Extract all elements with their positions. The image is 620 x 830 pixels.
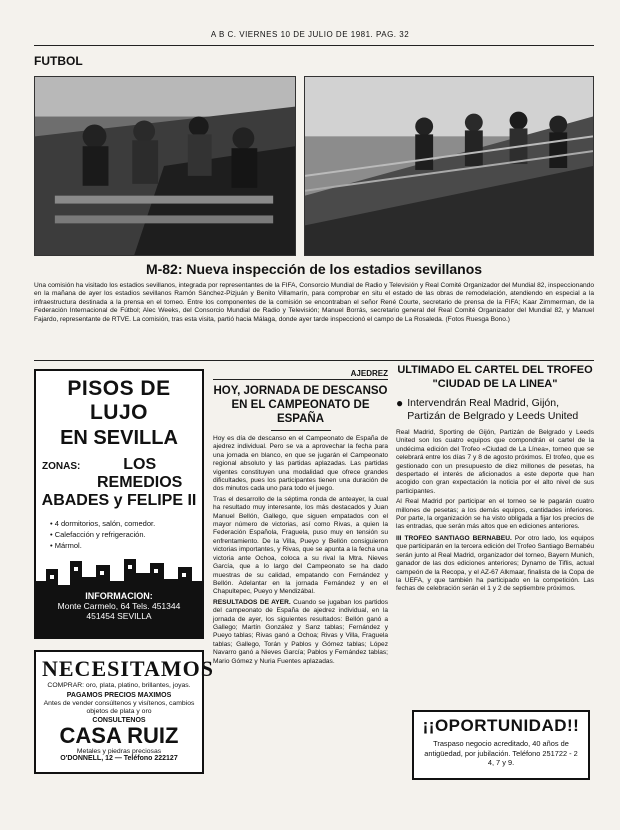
ad-pisos-info-title: INFORMACION: xyxy=(85,591,153,601)
section-rule xyxy=(34,360,594,361)
photo-caption: Una comisión ha visitado los estadios sevillanos, integrada por representantes de la FIFA, Consorcio Mundial de Radio y Televisión y Real Comité Organizador del Mundial 82, inspeccionando en la mañana de ayer los estadios sevillanos Ramón Sánchez-Pizjuán y Benito Villamarín, para comprobar en situ el estado de las obras de remodelación, atendiendo en especial a la infraestructura destinada a la prensa en el torneo. Entre los componentes de la comisión se encontraban el señor René Courte, secretario de prensa de la FIFA; Kaar Zimmerman, de la Federación Internacional de Fútbol; Alec Weeks, del Consorcio Mundial de Radio y Televisión; Manuel Borrás, secretario general del Real Comité Organizador del Mundial 82, y Manuel Fajardo, representante de RTVE. La comisión, tras esta visita, partió hacia Málaga, donde ayer tarde inspeccionó el campo de La Rosaleda. (Fotos Ruesga Bono.) xyxy=(34,282,594,323)
ad-pisos-address: Monte Carmelo, 64 Tels. 451344 xyxy=(57,601,181,611)
cartel-subsection: III TROFEO SANTIAGO BERNABEU. xyxy=(396,534,512,542)
ajedrez-short-rule xyxy=(271,430,331,431)
cartel-headline-2: "CIUDAD DE LA LINEA" xyxy=(432,378,558,390)
ad-pisos-zone-2: ABADES y FELIPE II xyxy=(41,492,197,509)
ad-necesitamos-line: COMPRAR: oro, plata, platino, brillantes, joyas. xyxy=(47,682,191,689)
cartel-body-2: Al Real Madrid por participar en el torneo se le pagarán cuatro millones de pesetas; a los demás equipos, cantidades inferiores. Por parte, la organización se ha visto obligada a fijar los precios de las entradas, que serán más altos que en ediciones anteriores. xyxy=(396,498,594,531)
ajedrez-results-body: Cuando se jugaban los partidos del campeonato de España de ajedrez individual, en la jornada de ayer, los siguientes resultados: Bellón ganó a Gallego; Martín González y Sanz tablas; Fernández y Pueyo tablas; Rivas ganó a Ochoa; Rivas y Villa, Fraguela tablas; Gallego, Torán y Pablos y Gómez tablas; López Navarro ganó a Nieves García; Pablos y Fernández tablas; Mario Gómez y Nuria Fuentes aplazadas. xyxy=(213,598,388,665)
ad-necesitamos-footer-2: O'DONNELL, 12 — Teléfono 222127 xyxy=(60,754,178,762)
ad-pisos-feature: • Mármol. xyxy=(50,541,82,550)
ad-pisos-skyline xyxy=(36,551,202,637)
ad-pisos-feature: • 4 dormitorios, salón, comedor. xyxy=(50,519,156,528)
ad-pisos-de-lujo xyxy=(34,369,204,639)
photo-headline: M-82: Nueva inspección de los estadios sevillanos xyxy=(145,261,483,277)
cartel-headline-1: ULTIMADO EL CARTEL DEL TROFEO xyxy=(397,364,593,376)
ajedrez-article xyxy=(213,369,388,666)
cartel-subhead-block xyxy=(396,397,594,423)
ajedrez-results xyxy=(213,599,388,666)
ad-necesitamos-line: PAGAMOS PRECIOS MAXIMOS xyxy=(66,691,172,699)
ad-necesitamos xyxy=(34,650,214,774)
stadium-photo-right xyxy=(304,76,594,256)
cartel-body-3: Por otro lado, los equipos que participarán en la tercera edición del Trofeo Santiago Bernabéu serán junto al Real Madrid, organizador del torneo, Bayern Munich, ganador de las dos ediciones anteriores; Dynamo de Tiflis, actual campeón de la Recopa, y el AZ-67 Alkmaar, finalista de la Copa de la UEFA, y que también ha participado en la competición. Las fechas de celebración serán el 1 y 2 de septiembre próximos. xyxy=(396,534,594,593)
ad-necesitamos-line: Antes de vender consúltenos y visítenos, cambios objetos de plata y oro xyxy=(43,699,195,716)
ad-oportunidad-title: ¡¡OPORTUNIDAD!! xyxy=(422,716,580,735)
ajedrez-results-title: RESULTADOS DE AYER. xyxy=(213,598,291,606)
ajedrez-section-label: AJEDREZ xyxy=(350,369,388,378)
ad-pisos-line1: PISOS DE LUJO xyxy=(67,377,171,424)
ad-pisos-zones-label: ZONAS: xyxy=(42,461,81,472)
ad-oportunidad-body: Traspaso negocio acreditado, 40 años de antigüedad, por jubilación. Teléfono 251722 - 2 4, 7 y 9. xyxy=(424,739,578,767)
ad-oportunidad xyxy=(412,710,590,780)
ajedrez-headline: HOY, JORNADA DE DESCANSO EN EL CAMPEONATO DE ESPAÑA xyxy=(213,385,388,425)
cartel-article xyxy=(396,363,594,594)
ajedrez-body-1: Hoy es día de descanso en el Campeonato de España de ajedrez individual. Pero se va a aprovechar la fecha para una jornada en blanco, en que se jugarán el Campeonato regional absoluto y las partidas aplazadas. Las partidas vigentes constituyen una modalidad que ofrece grandes dificultades, pues los participantes tienen una duración de dos minutos cada uno para todo el juego. xyxy=(213,435,388,493)
ad-pisos-feature: • Calefacción y refrigeración. xyxy=(50,530,146,539)
stadium-photo-left xyxy=(34,76,296,256)
ad-pisos-zone-1: LOS REMEDIOS xyxy=(97,456,183,491)
header-rule xyxy=(34,45,594,46)
ad-necesitamos-sub: CONSULTENOS xyxy=(92,716,146,724)
section-label: FUTBOL xyxy=(34,54,83,68)
cartel-body-1: Real Madrid, Sporting de Gijón, Partizán de Belgrado y Leeds United son los cuatro equipos que compondrán el cartel de la undécima edición del Trofeo «Ciudad de La Línea», torneo que se celebrará entre los días 7 y 8 de agosto próximos. El trofeo, que es gestionado con un presupuesto de diez millones de pesetas, ha despertado el interés de aficionados a este deporte que han acogido con gran expectación la noticia por el alto nivel de sus participantes. xyxy=(396,429,594,495)
ad-pisos-phone: 451454 SEVILLA xyxy=(86,611,152,621)
ad-necesitamos-title: NECESITAMOS xyxy=(42,656,214,681)
ajedrez-body-2: Tras el desarrollo de la séptima ronda de anteayer, la cual ha resultado muy interesante, los más destacados y Juan Manuel Bellón, Gallego, que siguen empatados con el mayor número de victorias, así como Rivas, a quien la Federación Española, Fraguela, puso muy en tensión su enfrentamiento. De la Villa, Pueyo y Bellón consiguieron victorias importantes, y Rivas, que se apunta a la fecha una victoria ante Ochoa, coloca a su rival la Mtra. Nieves García, que a lo largo del Campeonato se ha dado muestras de su calidad, empatando con Fernández y Bellón. Adelantar en la jornada Fernández y en el Chapultepec, Pueyo y Mendizábal. xyxy=(213,495,388,596)
ad-pisos-line2: EN SEVILLA xyxy=(60,427,178,449)
page-header: A B C. VIERNES 10 DE JULIO DE 1981. PAG. 32 xyxy=(210,30,410,39)
ad-necesitamos-footer-1: Metales y piedras preciosas xyxy=(76,747,162,755)
cartel-subhead: Intervendrán Real Madrid, Gijón, Partizán de Belgrado y Leeds United xyxy=(407,397,579,422)
ad-necesitamos-brand: CASA RUIZ xyxy=(59,722,179,748)
bullet-icon: ● xyxy=(396,396,404,410)
cartel-body-3-block xyxy=(396,535,594,594)
ajedrez-rule xyxy=(213,379,388,380)
